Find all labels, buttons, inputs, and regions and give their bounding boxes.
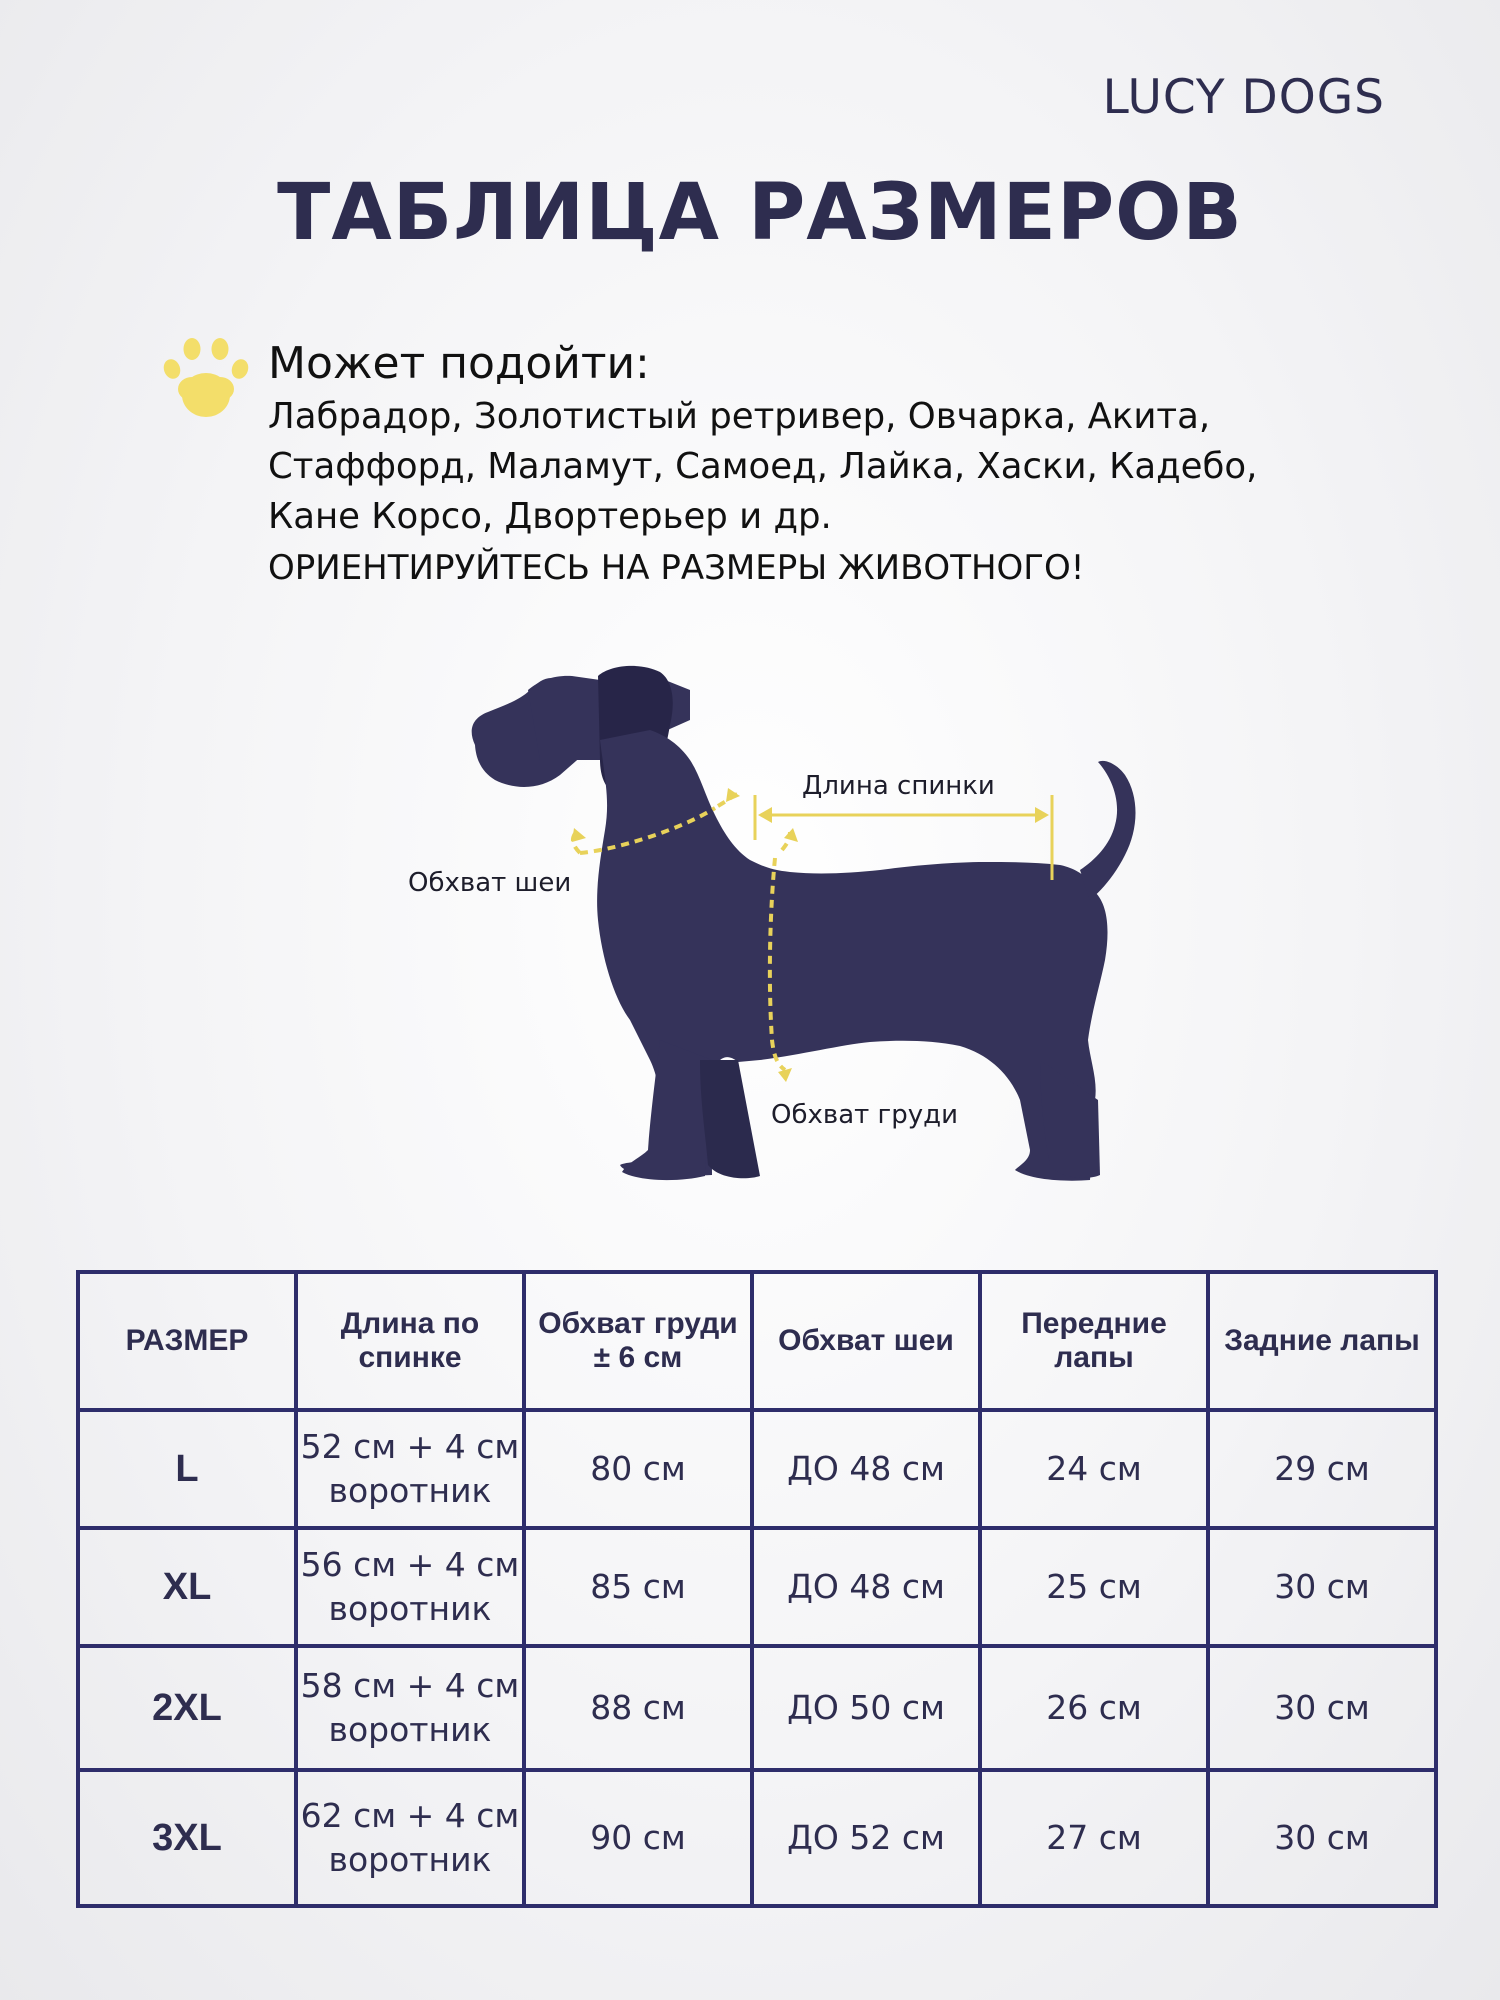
chest-cell: 85 см <box>524 1528 752 1646</box>
back-length-cell: 52 см + 4 см воротник <box>296 1410 524 1528</box>
back-length-cell: 58 см + 4 см воротник <box>296 1646 524 1770</box>
front-legs-cell: 26 см <box>980 1646 1208 1770</box>
neck-arrow-icon <box>572 828 586 842</box>
chest-girth-label: Обхват груди <box>771 1100 958 1130</box>
column-header: Передние лапы <box>980 1272 1208 1410</box>
neck-cell: ДО 50 см <box>752 1646 980 1770</box>
table-header-row <box>78 1272 1436 1410</box>
breeds-line: Стаффорд, Маламут, Самоед, Лайка, Хаски, Кадебо, <box>268 446 1258 487</box>
front-legs-cell: 25 см <box>980 1528 1208 1646</box>
size-cell: XL <box>78 1528 296 1646</box>
size-warning: ОРИЕНТИРУЙТЕСЬ НА РАЗМЕРЫ ЖИВОТНОГО! <box>268 548 1085 588</box>
column-header: Задние лапы <box>1208 1272 1436 1410</box>
neck-cell: ДО 52 см <box>752 1770 980 1906</box>
chest-arrow-icon <box>778 1068 792 1082</box>
neck-cell: ДО 48 см <box>752 1410 980 1528</box>
brand-name: LUCY DOGS <box>1102 70 1385 125</box>
breeds-line: Кане Корсо, Двортерьер и др. <box>268 496 832 537</box>
table-row <box>78 1528 1436 1646</box>
hind-legs-cell: 30 см <box>1208 1528 1436 1646</box>
neck-girth-label: Обхват шеи <box>408 868 572 898</box>
column-header: Обхват шеи <box>752 1272 980 1410</box>
chest-cell: 80 см <box>524 1410 752 1528</box>
front-legs-cell: 24 см <box>980 1410 1208 1528</box>
chest-cell: 90 см <box>524 1770 752 1906</box>
table-row <box>78 1646 1436 1770</box>
back-length-cell: 62 см + 4 см воротник <box>296 1770 524 1906</box>
neck-cell: ДО 48 см <box>752 1528 980 1646</box>
breeds-line: Лабрадор, Золотистый ретривер, Овчарка, Акита, <box>268 396 1211 437</box>
table-row <box>78 1770 1436 1906</box>
chest-cell: 88 см <box>524 1646 752 1770</box>
back-length-cell: 56 см + 4 см воротник <box>296 1528 524 1646</box>
hind-legs-cell: 30 см <box>1208 1770 1436 1906</box>
front-legs-cell: 27 см <box>980 1770 1208 1906</box>
fit-heading: Может подойти: <box>268 338 650 389</box>
back-length-label: Длина спинки <box>802 771 995 801</box>
column-header: РАЗМЕР <box>78 1272 296 1410</box>
page-title: ТАБЛИЦА РАЗМЕРОВ <box>277 168 1243 258</box>
arrow-left-icon <box>758 807 772 823</box>
neck-arrow-icon <box>726 788 740 802</box>
hind-legs-cell: 29 см <box>1208 1410 1436 1528</box>
size-cell: L <box>78 1410 296 1528</box>
size-cell: 2XL <box>78 1646 296 1770</box>
column-header: Длина по спинке <box>296 1272 524 1410</box>
arrow-right-icon <box>1035 807 1049 823</box>
chest-arrow-icon <box>784 828 798 842</box>
column-header: Обхват груди ± 6 см <box>524 1272 752 1410</box>
hind-legs-cell: 30 см <box>1208 1646 1436 1770</box>
table-row <box>78 1410 1436 1528</box>
size-table <box>76 1270 1438 1908</box>
size-cell: 3XL <box>78 1770 296 1906</box>
